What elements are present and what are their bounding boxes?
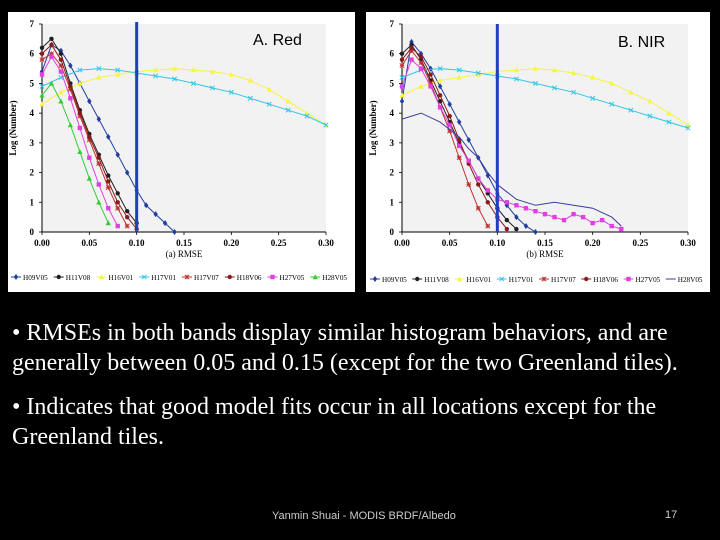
data-point — [87, 156, 91, 160]
data-point — [116, 206, 120, 210]
y-tick-label: 4 — [389, 108, 394, 119]
data-point — [116, 191, 120, 195]
data-point — [476, 206, 480, 210]
data-point — [590, 221, 594, 225]
legend-label: H09V05 — [23, 274, 48, 282]
data-point — [486, 200, 490, 204]
panel-label-nir: B. NIR — [618, 34, 666, 51]
data-point — [447, 123, 451, 127]
footer-text: Yanmin Shuai - MODIS BRDF/Albedo — [272, 510, 456, 522]
legend-label: H11V08 — [65, 274, 91, 282]
data-point — [49, 43, 53, 47]
data-point — [59, 52, 63, 56]
data-point — [476, 182, 480, 186]
data-point — [505, 227, 509, 231]
x-tick-label: 0.00 — [34, 238, 50, 248]
data-point — [125, 215, 129, 219]
legend-label: H28V05 — [677, 276, 703, 284]
data-point — [400, 52, 404, 56]
data-point — [600, 218, 604, 222]
data-point — [97, 182, 101, 186]
plot-area — [402, 24, 688, 232]
data-point — [486, 188, 490, 192]
data-point — [409, 46, 413, 50]
data-point — [457, 144, 461, 148]
legend-label: H27V05 — [635, 276, 661, 284]
legend-label: H18V06 — [236, 274, 262, 282]
data-point — [419, 54, 423, 58]
x-tick-label: 0.05 — [441, 238, 458, 248]
legend-label: H18V06 — [593, 276, 619, 284]
legend-label: H17V01 — [151, 274, 177, 282]
bullet-model-fits: • Indicates that good model fits occur in all locations except for the Greenland tiles. — [12, 394, 657, 450]
x-tick-label: 0.15 — [537, 238, 553, 248]
legend-label: H17V01 — [508, 276, 534, 284]
legend-marker — [584, 277, 588, 281]
legend-label: H28V05 — [322, 274, 348, 282]
y-tick-label: 0 — [29, 227, 34, 237]
legend-marker — [228, 275, 232, 279]
data-point — [533, 209, 537, 213]
data-point — [447, 114, 451, 118]
x-tick-label: 0.15 — [176, 238, 192, 248]
y-tick-label: 5 — [29, 78, 34, 89]
data-point — [457, 156, 461, 160]
data-point — [543, 212, 547, 216]
legend-label: H27V05 — [279, 274, 305, 282]
data-point — [419, 66, 423, 70]
legend-marker — [270, 275, 274, 279]
legend-label: H16V01 — [108, 274, 134, 282]
x-tick-label: 0.10 — [128, 238, 145, 248]
data-point — [49, 37, 53, 41]
chart-red-svg — [8, 12, 355, 292]
data-point — [505, 200, 509, 204]
data-point — [419, 60, 423, 64]
legend-label: H11V08 — [424, 276, 449, 284]
legend-label: H16V01 — [466, 276, 492, 284]
y-tick-label: 3 — [29, 137, 34, 148]
data-point — [552, 215, 556, 219]
data-point — [106, 179, 110, 183]
x-tick-label: 0.05 — [81, 238, 98, 248]
x-tick-label: 0.10 — [489, 238, 506, 248]
data-point — [59, 57, 63, 61]
y-tick-label: 0 — [389, 227, 394, 237]
data-point — [59, 69, 63, 73]
legend-label: H17V07 — [551, 276, 576, 284]
data-point — [49, 54, 53, 58]
data-point — [571, 212, 575, 216]
data-point — [428, 72, 432, 76]
legend-marker — [415, 277, 419, 281]
data-point — [116, 224, 120, 228]
x-tick-label: 0.30 — [680, 238, 696, 248]
legend-label: H17V07 — [194, 274, 219, 282]
legend-marker — [14, 274, 18, 280]
x-tick-label: 0.30 — [318, 238, 334, 248]
data-point — [562, 218, 566, 222]
data-point — [400, 63, 404, 67]
data-point — [467, 182, 471, 186]
data-point — [40, 46, 44, 50]
y-tick-label: 3 — [389, 137, 394, 148]
chart-panel-red — [8, 12, 355, 292]
y-tick-label: 2 — [389, 167, 394, 178]
x-axis-label: (b) RMSE — [526, 249, 564, 259]
data-point — [428, 84, 432, 88]
y-tick-label: 6 — [29, 48, 34, 59]
data-point — [400, 84, 404, 88]
data-point — [78, 126, 82, 130]
y-tick-label: 5 — [389, 78, 394, 89]
data-point — [78, 111, 82, 115]
x-tick-label: 0.25 — [270, 238, 287, 248]
x-tick-label: 0.00 — [394, 238, 410, 248]
data-point — [116, 200, 120, 204]
data-point — [68, 96, 72, 100]
data-point — [581, 215, 585, 219]
y-tick-label: 2 — [29, 167, 34, 178]
y-axis-label: Log (Number) — [8, 100, 18, 156]
x-tick-label: 0.25 — [632, 238, 649, 248]
data-point — [467, 158, 471, 162]
data-point — [505, 218, 509, 222]
legend-label: H09V05 — [382, 276, 407, 284]
y-tick-label: 4 — [29, 108, 34, 119]
panel-label-red: A. Red — [253, 32, 302, 49]
data-point — [40, 52, 44, 56]
x-tick-label: 0.20 — [223, 238, 240, 248]
data-point — [486, 224, 490, 228]
y-axis-label: Log (Number) — [368, 100, 378, 156]
data-point — [40, 72, 44, 76]
data-point — [68, 84, 72, 88]
data-point — [619, 227, 623, 231]
data-point — [97, 156, 101, 160]
legend-marker — [57, 275, 61, 279]
data-point — [438, 105, 442, 109]
data-point — [40, 57, 44, 61]
legend-marker — [542, 277, 546, 281]
data-point — [409, 57, 413, 61]
y-tick-label: 7 — [29, 19, 34, 29]
legend-marker — [373, 276, 377, 282]
data-point — [476, 176, 480, 180]
y-tick-label: 1 — [389, 197, 394, 208]
x-axis-label: (a) RMSE — [165, 249, 203, 259]
data-point — [400, 57, 404, 61]
x-tick-label: 0.20 — [584, 238, 601, 248]
slide-number: 17 — [665, 509, 678, 521]
data-point — [125, 224, 129, 228]
y-tick-label: 1 — [29, 197, 34, 208]
data-point — [438, 93, 442, 97]
legend-marker — [626, 277, 630, 281]
data-point — [610, 224, 614, 228]
bullet-list — [12, 318, 712, 466]
data-point — [514, 203, 518, 207]
y-tick-label: 6 — [389, 48, 394, 59]
legend-marker — [185, 275, 189, 279]
y-tick-label: 7 — [389, 19, 394, 29]
data-point — [125, 209, 129, 213]
data-point — [106, 206, 110, 210]
data-point — [524, 206, 528, 210]
bullet-rmse-behavior: • RMSEs in both bands display similar histogram behaviors, and are generally between 0.05 and 0.15 (except for the two Greenland tiles). — [12, 320, 678, 376]
data-point — [87, 135, 91, 139]
data-point — [514, 227, 518, 231]
chart-nir-svg — [366, 12, 710, 292]
chart-panel-nir — [366, 12, 710, 292]
